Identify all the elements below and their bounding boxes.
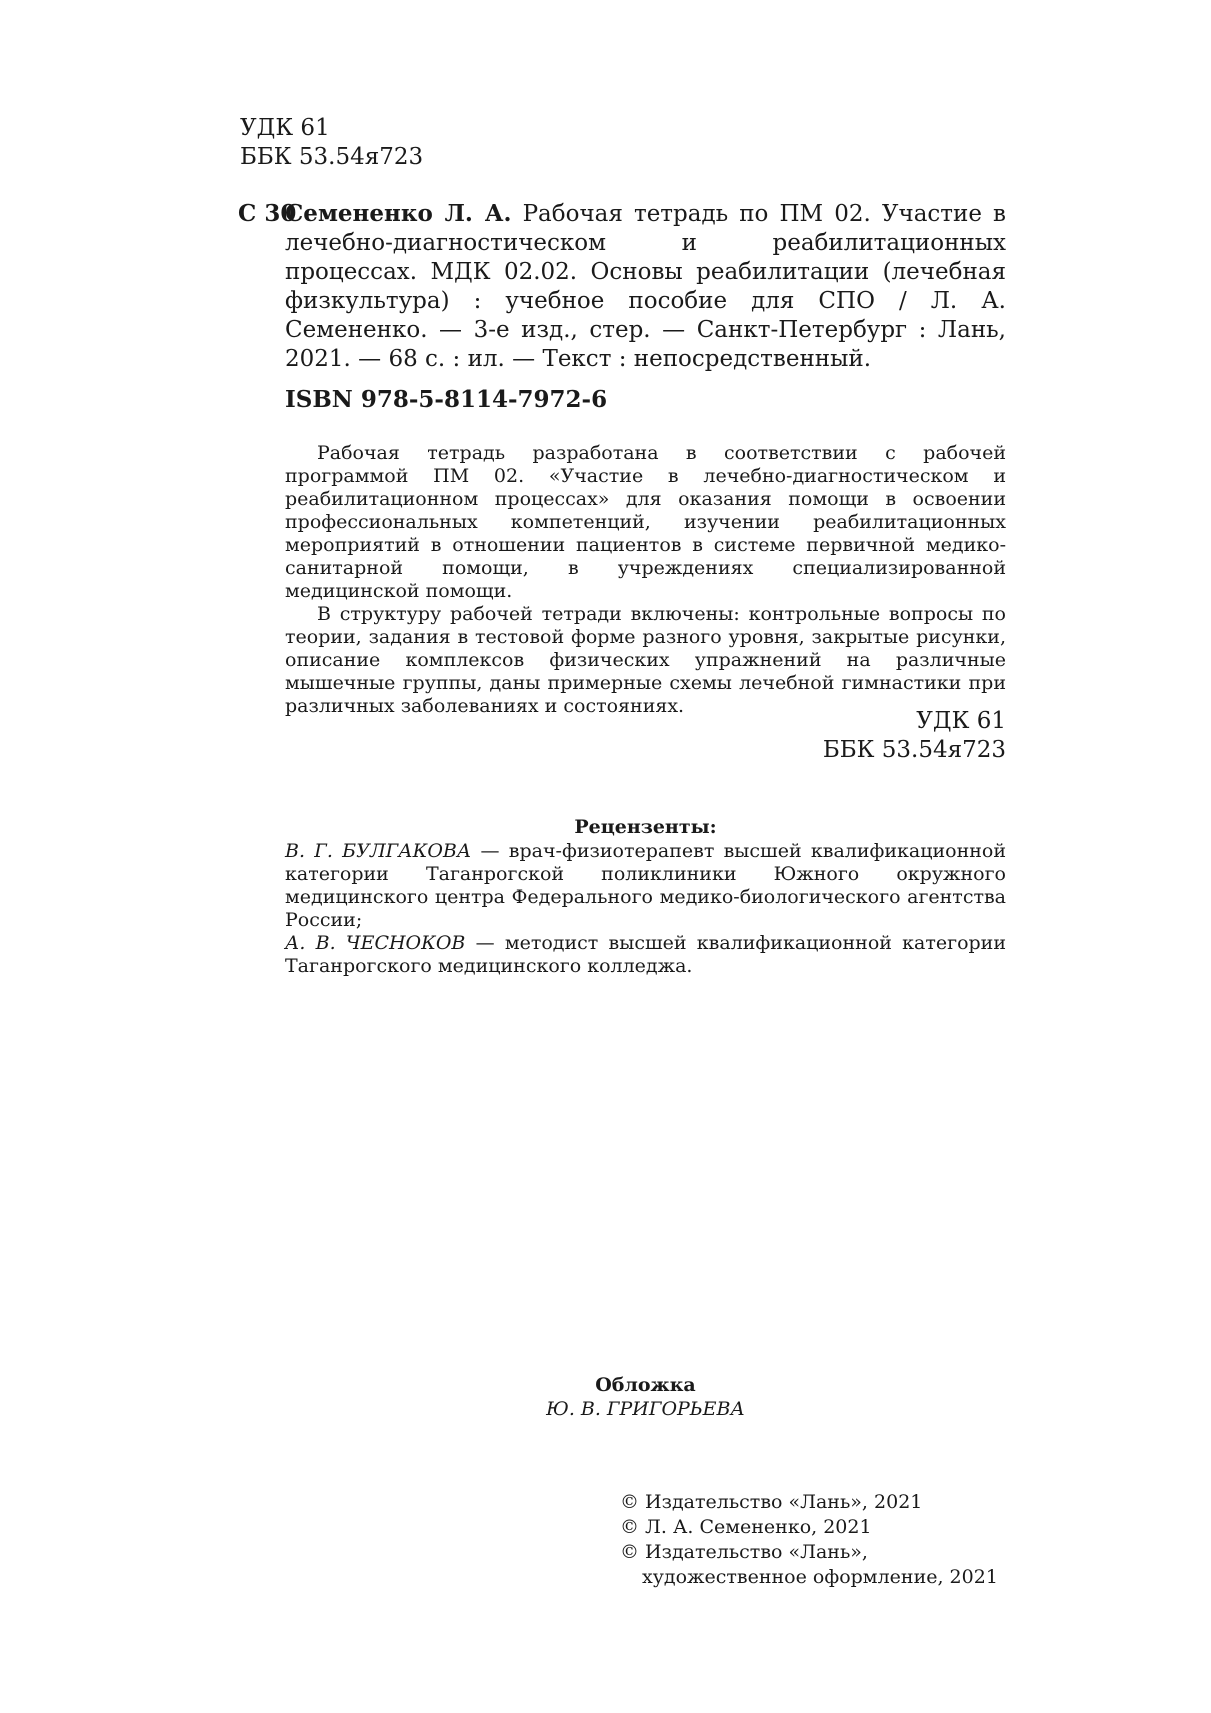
reviewer-description: — методист высшей квалификационной категории Таганрогского медицинского колледжа.: [285, 932, 1006, 977]
reviewer-name: А. В. ЧЕСНОКОВ: [285, 932, 466, 954]
copyright-block: [620, 1490, 998, 1590]
bibliographic-description: Рабочая тетрадь по ПМ 02. Участие в лечебно-диагностическом и реабилитационных процессах. МДК 02.02. Основы реабилитации (лечебная физкультура) : учебное пособие для СПО / Л. А. Семененко. — 3-е изд., стер. — Санкт-Петербург : Лань, 2021. — 68 с. : ил. — Текст : непосредственный.: [285, 201, 1006, 372]
copyright-line: © Л. А. Семененко, 2021: [620, 1516, 872, 1538]
udk-code: УДК 61: [240, 115, 330, 141]
annotation: [285, 442, 1006, 718]
author-name: Семененко Л. А.: [285, 200, 512, 227]
bottom-classification-codes: [823, 707, 1006, 765]
top-classification-codes: [240, 114, 423, 172]
udk-code: УДК 61: [916, 708, 1006, 734]
isbn: ISBN 978-5-8114-7972-6: [285, 386, 608, 413]
annotation-paragraph: В структуру рабочей тетради включены: контрольные вопросы по теории, задания в тестовой форме разного уровня, закрытые рисунки, описание комплексов физических упражнений на различные мышечные группы, даны примерные схемы лечебной гимнастики при различных заболеваниях и состояниях.: [285, 603, 1006, 717]
annotation-paragraph: Рабочая тетрадь разработана в соответствии с рабочей программой ПМ 02. «Участие в лечебно-диагностическом и реабилитационном процессах» для оказания помощи в освоении профессиональных компетенций, изучении реабилитационных мероприятий в отношении пациентов в системе первичной медико-санитарной помощи, в учреждениях специализированной медицинской помощи.: [285, 442, 1006, 602]
reviewer-description: — врач-физиотерапевт высшей квалификационной категории Таганрогской поликлиники Южного окружного медицинского центра Федерального медико-биологического агентства России;: [285, 840, 1007, 931]
reviewer-name: В. Г. БУЛГАКОВА: [285, 840, 472, 862]
copyright-line: художественное оформление, 2021: [642, 1566, 998, 1588]
bbk-code: ББК 53.54я723: [822, 737, 1006, 763]
reviewers-list: [285, 840, 1006, 978]
bbk-code: ББК 53.54я723: [240, 144, 424, 170]
cover-heading: Обложка: [595, 1374, 696, 1396]
cover-artist: Ю. В. ГРИГОРЬЕВА: [546, 1398, 745, 1420]
bibliographic-entry: [285, 199, 1006, 374]
copyright-line: © Издательство «Лань», 2021: [620, 1491, 923, 1513]
reviewers-heading: Рецензенты:: [574, 816, 717, 838]
copyright-line: © Издательство «Лань»,: [620, 1541, 868, 1563]
catalog-code: С 30: [238, 200, 297, 227]
